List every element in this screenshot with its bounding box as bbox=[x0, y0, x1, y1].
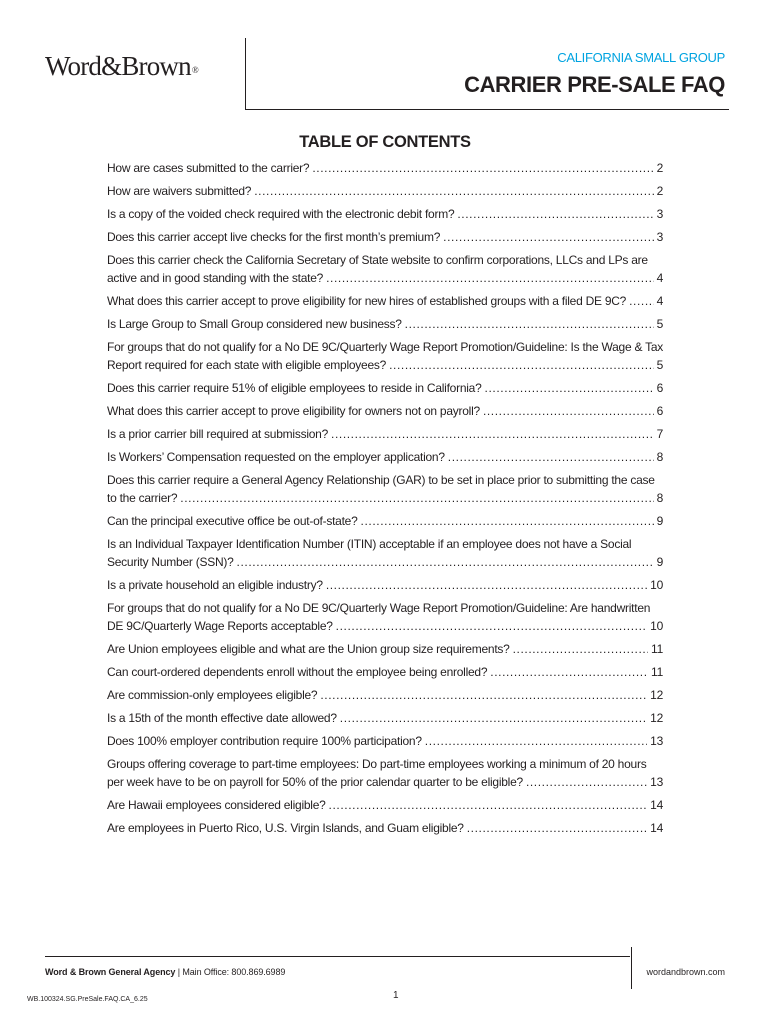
toc-entry-line bbox=[107, 379, 663, 397]
toc-entry-line bbox=[107, 228, 663, 246]
toc-entry[interactable] bbox=[107, 379, 663, 397]
toc-entry-line bbox=[107, 576, 663, 594]
toc-dot-leader bbox=[389, 356, 653, 374]
footer-divider-vertical bbox=[631, 947, 632, 989]
toc-entry[interactable] bbox=[107, 796, 663, 814]
toc-page-number: 13 bbox=[650, 775, 663, 789]
toc-page-number: 3 bbox=[656, 230, 663, 244]
toc-entry-line bbox=[107, 315, 663, 333]
toc-page-number: 11 bbox=[651, 665, 663, 679]
toc-entry-text: Are employees in Puerto Rico, U.S. Virgin Islands, and Guam eligible? bbox=[107, 821, 464, 835]
toc-dot-leader bbox=[483, 402, 654, 420]
toc-entry-line bbox=[107, 251, 663, 269]
toc-page-number: 4 bbox=[656, 294, 663, 308]
toc-entry-text: For groups that do not qualify for a No DE 9C/Quarterly Wage Report Promotion/Guideline: Are handwritten bbox=[107, 601, 651, 615]
toc-entry[interactable] bbox=[107, 228, 663, 246]
toc-page-number: 8 bbox=[656, 450, 663, 464]
toc-entry-text: Does this carrier accept live checks for the first month’s premium? bbox=[107, 230, 441, 244]
toc-dot-leader bbox=[254, 182, 653, 200]
toc-entry-line bbox=[107, 819, 663, 837]
toc-dot-leader bbox=[180, 489, 653, 507]
toc-page-number: 9 bbox=[656, 555, 663, 569]
logo-text: Word&Brown bbox=[45, 51, 191, 81]
toc-entry-line bbox=[107, 292, 663, 310]
toc-entry[interactable] bbox=[107, 535, 663, 571]
toc-dot-leader bbox=[443, 228, 653, 246]
toc-page-number: 4 bbox=[656, 271, 663, 285]
table-of-contents bbox=[107, 159, 663, 842]
toc-dot-leader bbox=[312, 159, 653, 177]
toc-entry-text: Groups offering coverage to part-time employees: Do part-time employees working a minimum of 20 hours bbox=[107, 757, 647, 771]
toc-entry[interactable] bbox=[107, 292, 663, 310]
toc-entry[interactable] bbox=[107, 159, 663, 177]
toc-entry-line bbox=[107, 535, 663, 553]
toc-entry-line bbox=[107, 338, 663, 356]
toc-entry-line bbox=[107, 512, 663, 530]
toc-page-number: 5 bbox=[656, 317, 663, 331]
toc-entry[interactable] bbox=[107, 663, 663, 681]
toc-page-number: 5 bbox=[656, 358, 663, 372]
toc-page-number: 9 bbox=[656, 514, 663, 528]
toc-entry-line bbox=[107, 489, 663, 507]
toc-page-number: 12 bbox=[650, 711, 663, 725]
toc-dot-leader bbox=[457, 205, 653, 223]
toc-entry[interactable] bbox=[107, 576, 663, 594]
toc-entry-text: Is an Individual Taxpayer Identification Number (ITIN) acceptable if an employee does not have a Social bbox=[107, 537, 632, 551]
registered-mark: ® bbox=[191, 65, 198, 75]
toc-dot-leader bbox=[336, 617, 647, 635]
toc-page-number: 14 bbox=[650, 821, 663, 835]
footer-office: | Main Office: 800.869.6989 bbox=[175, 967, 286, 977]
toc-page-number: 13 bbox=[650, 734, 663, 748]
document-subtitle: CALIFORNIA SMALL GROUP bbox=[557, 50, 725, 65]
toc-entry-line bbox=[107, 617, 663, 635]
toc-entry-line bbox=[107, 159, 663, 177]
toc-entry[interactable] bbox=[107, 338, 663, 374]
toc-entry-text: Is Large Group to Small Group considered new business? bbox=[107, 317, 402, 331]
toc-entry-line bbox=[107, 686, 663, 704]
toc-entry-text: How are cases submitted to the carrier? bbox=[107, 161, 310, 175]
toc-dot-leader bbox=[448, 448, 654, 466]
toc-entry-text: Does this carrier require a General Agency Relationship (GAR) to be set in place prior to submitting the case bbox=[107, 473, 655, 487]
toc-entry-line bbox=[107, 402, 663, 420]
toc-entry-text: What does this carrier accept to prove eligibility for owners not on payroll? bbox=[107, 404, 480, 418]
toc-entry-line bbox=[107, 599, 663, 617]
toc-entry[interactable] bbox=[107, 471, 663, 507]
toc-entry-line bbox=[107, 732, 663, 750]
toc-dot-leader bbox=[485, 379, 654, 397]
toc-entry-line bbox=[107, 773, 663, 791]
toc-entry-line bbox=[107, 553, 663, 571]
toc-entry-line bbox=[107, 182, 663, 200]
toc-entry[interactable] bbox=[107, 732, 663, 750]
toc-entry-line bbox=[107, 448, 663, 466]
toc-dot-leader bbox=[340, 709, 647, 727]
toc-page-number: 10 bbox=[650, 619, 663, 633]
toc-page-number: 2 bbox=[656, 184, 663, 198]
toc-entry-text: DE 9C/Quarterly Wage Reports acceptable? bbox=[107, 619, 333, 633]
document-title: CARRIER PRE-SALE FAQ bbox=[464, 72, 725, 97]
word-brown-logo bbox=[45, 51, 198, 82]
toc-dot-leader bbox=[526, 773, 647, 791]
toc-entry[interactable] bbox=[107, 512, 663, 530]
toc-entry[interactable] bbox=[107, 640, 663, 658]
toc-entry[interactable] bbox=[107, 425, 663, 443]
toc-dot-leader bbox=[467, 819, 647, 837]
toc-entry[interactable] bbox=[107, 819, 663, 837]
toc-entry[interactable] bbox=[107, 205, 663, 223]
toc-dot-leader bbox=[326, 576, 647, 594]
toc-dot-leader bbox=[425, 732, 647, 750]
toc-entry-text: Is a private household an eligible industry? bbox=[107, 578, 323, 592]
toc-page-number: 14 bbox=[650, 798, 663, 812]
toc-entry-text: Does 100% employer contribution require 100% participation? bbox=[107, 734, 422, 748]
toc-entry-text: For groups that do not qualify for a No DE 9C/Quarterly Wage Report Promotion/Guideline: Is the Wage & Tax bbox=[107, 340, 664, 354]
header-divider-horizontal bbox=[245, 109, 729, 110]
toc-page-number: 11 bbox=[651, 642, 663, 656]
toc-page-number: 10 bbox=[650, 578, 663, 592]
toc-entry-text: Are Union employees eligible and what are the Union group size requirements? bbox=[107, 642, 510, 656]
toc-entry[interactable] bbox=[107, 448, 663, 466]
page-number: 1 bbox=[393, 990, 399, 1001]
toc-entry-line bbox=[107, 205, 663, 223]
toc-entry-text: Is a prior carrier bill required at submission? bbox=[107, 427, 329, 441]
toc-dot-leader bbox=[329, 796, 648, 814]
toc-entry-text: Are Hawaii employees considered eligible? bbox=[107, 798, 326, 812]
toc-entry[interactable] bbox=[107, 251, 663, 287]
footer-company: Word & Brown General Agency bbox=[45, 967, 176, 977]
toc-dot-leader bbox=[629, 292, 653, 310]
toc-dot-leader bbox=[490, 663, 648, 681]
toc-entry-text: Report required for each state with eligible employees? bbox=[107, 358, 387, 372]
toc-entry[interactable] bbox=[107, 599, 663, 635]
toc-entry[interactable] bbox=[107, 402, 663, 420]
toc-entry-line bbox=[107, 796, 663, 814]
toc-entry-line bbox=[107, 709, 663, 727]
toc-entry-text: Does this carrier require 51% of eligible employees to reside in California? bbox=[107, 381, 482, 395]
toc-entry[interactable] bbox=[107, 755, 663, 791]
toc-entry-line bbox=[107, 640, 663, 658]
toc-dot-leader bbox=[331, 425, 654, 443]
toc-entry-text: per week have to be on payroll for 50% of the prior calendar quarter to be eligible? bbox=[107, 775, 523, 789]
toc-page-number: 6 bbox=[656, 404, 663, 418]
toc-entry[interactable] bbox=[107, 182, 663, 200]
toc-dot-leader bbox=[405, 315, 654, 333]
toc-entry-line bbox=[107, 356, 663, 374]
toc-entry-text: Is a copy of the voided check required with the electronic debit form? bbox=[107, 207, 455, 221]
toc-entry-text: active and in good standing with the state? bbox=[107, 271, 324, 285]
toc-entry[interactable] bbox=[107, 709, 663, 727]
toc-entry-line bbox=[107, 425, 663, 443]
toc-entry-line bbox=[107, 663, 663, 681]
toc-dot-leader bbox=[237, 553, 654, 571]
toc-entry-text: Is a 15th of the month effective date allowed? bbox=[107, 711, 337, 725]
toc-entry-text: Security Number (SSN)? bbox=[107, 555, 234, 569]
toc-entry-text: Does this carrier check the California Secretary of State website to confirm corporations, LLCs and LPs are bbox=[107, 253, 648, 267]
toc-entry-text: to the carrier? bbox=[107, 491, 178, 505]
toc-page-number: 7 bbox=[656, 427, 663, 441]
toc-heading: TABLE OF CONTENTS bbox=[299, 133, 471, 151]
document-code: WB.100324.SG.PreSale.FAQ.CA_6.25 bbox=[27, 996, 148, 1003]
toc-entry[interactable] bbox=[107, 686, 663, 704]
toc-entry[interactable] bbox=[107, 315, 663, 333]
toc-entry-text: Can the principal executive office be out-of-state? bbox=[107, 514, 358, 528]
toc-page-number: 3 bbox=[656, 207, 663, 221]
footer-website[interactable]: wordandbrown.com bbox=[646, 967, 725, 977]
toc-dot-leader bbox=[513, 640, 648, 658]
toc-entry-text: Are commission-only employees eligible? bbox=[107, 688, 318, 702]
toc-dot-leader bbox=[320, 686, 647, 704]
toc-page-number: 2 bbox=[656, 161, 663, 175]
toc-entry-line bbox=[107, 755, 663, 773]
toc-dot-leader bbox=[326, 269, 653, 287]
toc-page-number: 6 bbox=[656, 381, 663, 395]
toc-dot-leader bbox=[361, 512, 654, 530]
toc-entry-line bbox=[107, 269, 663, 287]
toc-entry-text: What does this carrier accept to prove eligibility for new hires of established groups with a filed DE 9C? bbox=[107, 294, 627, 308]
toc-entry-text: Can court-ordered dependents enroll without the employee being enrolled? bbox=[107, 665, 488, 679]
toc-entry-line bbox=[107, 471, 663, 489]
toc-page-number: 8 bbox=[656, 491, 663, 505]
header-divider-vertical bbox=[245, 38, 246, 110]
footer-contact bbox=[45, 967, 285, 977]
toc-entry-text: Is Workers’ Compensation requested on the employer application? bbox=[107, 450, 445, 464]
toc-page-number: 12 bbox=[650, 688, 663, 702]
footer-divider-horizontal bbox=[45, 956, 630, 957]
toc-entry-text: How are waivers submitted? bbox=[107, 184, 252, 198]
